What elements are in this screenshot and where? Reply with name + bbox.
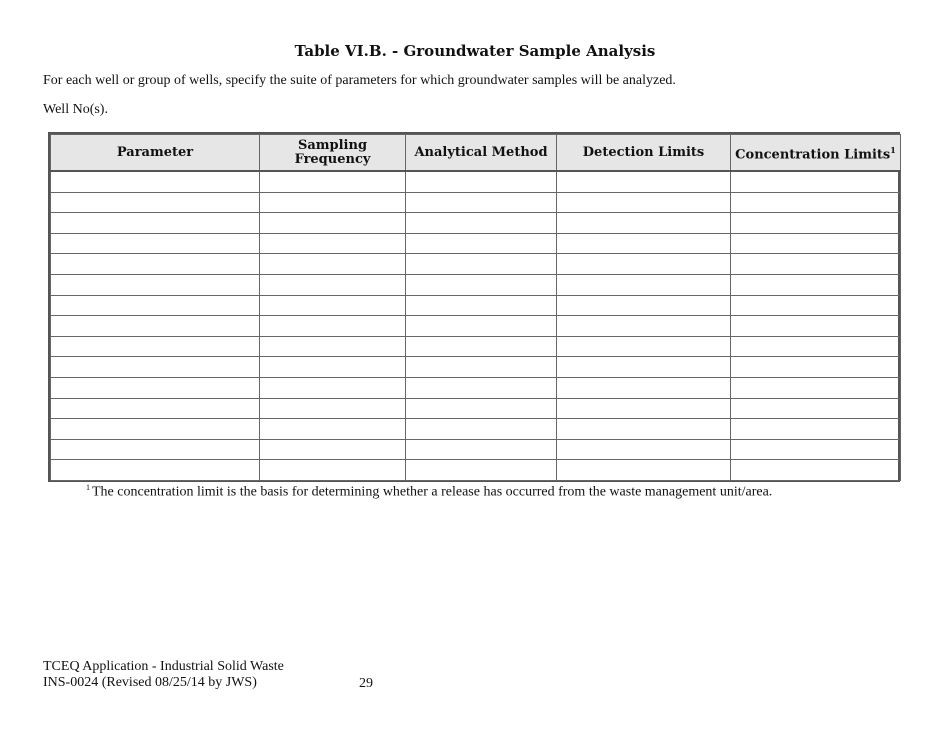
- table-row: [51, 398, 901, 419]
- table-row: [51, 419, 901, 440]
- cell-sampling-frequency[interactable]: [260, 213, 406, 234]
- cell-sampling-frequency[interactable]: [260, 357, 406, 378]
- header-analytical-method: Analytical Method: [406, 135, 557, 172]
- cell-sampling-frequency[interactable]: [260, 254, 406, 275]
- cell-analytical-method[interactable]: [406, 377, 557, 398]
- page-number: 29: [359, 676, 373, 691]
- cell-concentration-limits[interactable]: [731, 254, 901, 275]
- cell-parameter[interactable]: [51, 439, 260, 460]
- cell-sampling-frequency[interactable]: [260, 316, 406, 337]
- instructions-text: For each well or group of wells, specify the suite of parameters for which groundwater samples will be analyzed.: [43, 73, 676, 88]
- cell-sampling-frequency[interactable]: [260, 460, 406, 481]
- cell-sampling-frequency[interactable]: [260, 295, 406, 316]
- cell-analytical-method[interactable]: [406, 398, 557, 419]
- cell-concentration-limits[interactable]: [731, 439, 901, 460]
- cell-parameter[interactable]: [51, 357, 260, 378]
- cell-sampling-frequency[interactable]: [260, 377, 406, 398]
- cell-concentration-limits[interactable]: [731, 316, 901, 337]
- cell-detection-limits[interactable]: [557, 419, 731, 440]
- cell-analytical-method[interactable]: [406, 233, 557, 254]
- cell-concentration-limits[interactable]: [731, 274, 901, 295]
- cell-concentration-limits[interactable]: [731, 192, 901, 213]
- cell-analytical-method[interactable]: [406, 460, 557, 481]
- table-row: [51, 357, 901, 378]
- footnote-marker: 1: [86, 483, 90, 492]
- cell-analytical-method[interactable]: [406, 357, 557, 378]
- cell-parameter[interactable]: [51, 274, 260, 295]
- cell-analytical-method[interactable]: [406, 316, 557, 337]
- table-row: [51, 213, 901, 234]
- cell-detection-limits[interactable]: [557, 254, 731, 275]
- cell-parameter[interactable]: [51, 192, 260, 213]
- footnote-text: The concentration limit is the basis for determining whether a release has occurred from the waste management unit/area.: [92, 484, 773, 500]
- cell-detection-limits[interactable]: [557, 274, 731, 295]
- table-row: [51, 192, 901, 213]
- cell-parameter[interactable]: [51, 213, 260, 234]
- table-row: [51, 274, 901, 295]
- table-row: [51, 336, 901, 357]
- cell-analytical-method[interactable]: [406, 213, 557, 234]
- cell-parameter[interactable]: [51, 336, 260, 357]
- cell-detection-limits[interactable]: [557, 460, 731, 481]
- cell-analytical-method[interactable]: [406, 419, 557, 440]
- table-row: [51, 439, 901, 460]
- cell-concentration-limits[interactable]: [731, 295, 901, 316]
- cell-sampling-frequency[interactable]: [260, 192, 406, 213]
- footnote: [86, 483, 772, 501]
- cell-analytical-method[interactable]: [406, 192, 557, 213]
- cell-concentration-limits[interactable]: [731, 171, 901, 192]
- cell-concentration-limits[interactable]: [731, 213, 901, 234]
- cell-detection-limits[interactable]: [557, 171, 731, 192]
- cell-analytical-method[interactable]: [406, 336, 557, 357]
- header-concentration-label: Concentration Limits: [735, 147, 891, 163]
- cell-detection-limits[interactable]: [557, 398, 731, 419]
- cell-parameter[interactable]: [51, 419, 260, 440]
- cell-sampling-frequency[interactable]: [260, 171, 406, 192]
- cell-parameter[interactable]: [51, 171, 260, 192]
- header-detection-limits: Detection Limits: [557, 135, 731, 172]
- cell-concentration-limits[interactable]: [731, 377, 901, 398]
- header-concentration-limits: [731, 135, 901, 172]
- cell-concentration-limits[interactable]: [731, 233, 901, 254]
- cell-parameter[interactable]: [51, 254, 260, 275]
- cell-detection-limits[interactable]: [557, 336, 731, 357]
- cell-sampling-frequency[interactable]: [260, 439, 406, 460]
- cell-detection-limits[interactable]: [557, 192, 731, 213]
- cell-analytical-method[interactable]: [406, 274, 557, 295]
- cell-parameter[interactable]: [51, 377, 260, 398]
- cell-sampling-frequency[interactable]: [260, 398, 406, 419]
- groundwater-analysis-table: [48, 132, 900, 482]
- well-number-label: Well No(s).: [43, 102, 108, 117]
- header-sampling-frequency: [260, 135, 406, 172]
- table-row: [51, 377, 901, 398]
- cell-concentration-limits[interactable]: [731, 460, 901, 481]
- cell-analytical-method[interactable]: [406, 171, 557, 192]
- cell-analytical-method[interactable]: [406, 254, 557, 275]
- cell-concentration-limits[interactable]: [731, 336, 901, 357]
- table-row: [51, 254, 901, 275]
- cell-detection-limits[interactable]: [557, 233, 731, 254]
- cell-detection-limits[interactable]: [557, 213, 731, 234]
- table-body: [51, 171, 901, 480]
- table-row: [51, 460, 901, 481]
- cell-sampling-frequency[interactable]: [260, 233, 406, 254]
- cell-sampling-frequency[interactable]: [260, 419, 406, 440]
- header-sampling-line2: Frequency: [294, 151, 371, 167]
- footer-line-application: TCEQ Application - Industrial Solid Waste: [43, 659, 284, 674]
- cell-parameter[interactable]: [51, 295, 260, 316]
- cell-detection-limits[interactable]: [557, 439, 731, 460]
- cell-parameter[interactable]: [51, 398, 260, 419]
- table-row: [51, 295, 901, 316]
- cell-parameter[interactable]: [51, 316, 260, 337]
- cell-detection-limits[interactable]: [557, 316, 731, 337]
- header-concentration-footnote-marker: 1: [890, 144, 896, 155]
- header-parameter: Parameter: [51, 135, 260, 172]
- header-sampling-line1: Sampling: [297, 137, 368, 153]
- table-row: [51, 316, 901, 337]
- cell-sampling-frequency[interactable]: [260, 274, 406, 295]
- cell-parameter[interactable]: [51, 233, 260, 254]
- table-row: [51, 171, 901, 192]
- footer-line-form-id: INS-0024 (Revised 08/25/14 by JWS): [43, 675, 257, 690]
- cell-analytical-method[interactable]: [406, 295, 557, 316]
- cell-detection-limits[interactable]: [557, 295, 731, 316]
- page-title: Table VI.B. - Groundwater Sample Analysis: [294, 42, 656, 60]
- cell-parameter[interactable]: [51, 460, 260, 481]
- cell-concentration-limits[interactable]: [731, 357, 901, 378]
- table-row: [51, 233, 901, 254]
- table-header-row: [51, 135, 901, 172]
- cell-detection-limits[interactable]: [557, 377, 731, 398]
- cell-concentration-limits[interactable]: [731, 398, 901, 419]
- cell-concentration-limits[interactable]: [731, 419, 901, 440]
- cell-analytical-method[interactable]: [406, 439, 557, 460]
- document-footer: [43, 659, 284, 691]
- cell-sampling-frequency[interactable]: [260, 336, 406, 357]
- cell-detection-limits[interactable]: [557, 357, 731, 378]
